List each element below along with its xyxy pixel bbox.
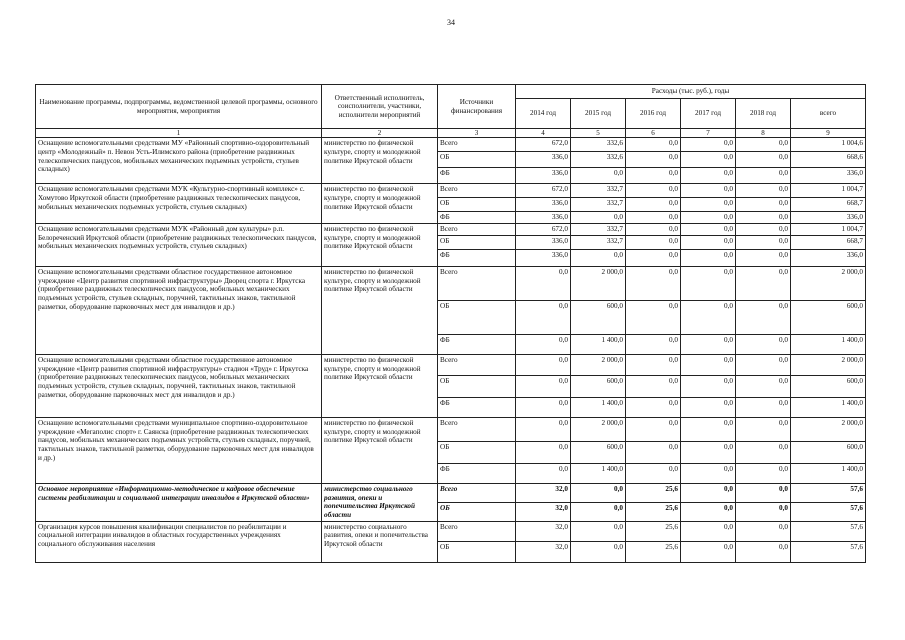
funding-source: Всего [438,355,516,376]
amount-year: 672,0 [516,184,571,198]
funding-source: ФБ [438,464,516,484]
funding-source: ФБ [438,212,516,224]
amount-year: 0,0 [736,521,791,541]
budget-table [35,84,866,563]
amount-total: 336,0 [791,168,866,184]
amount-year: 0,0 [736,250,791,267]
header-executor: Ответственный исполнитель, соисполнители, участники, исполнители мероприятий [322,85,438,129]
amount-year: 0,0 [681,301,736,335]
executor: министерство по физической культуре, спорту и молодежной политике Иркутской области [322,138,438,184]
amount-year: 0,0 [736,168,791,184]
funding-source: ОБ [438,541,516,562]
header-year: 2017 год [681,99,736,129]
amount-total: 57,6 [791,484,866,503]
amount-year: 0,0 [736,484,791,503]
column-number: 4 [516,129,571,138]
activity-name: Оснащение вспомогательными средствами МУК «Районный дом культуры» р.п. Белореченский Иркутской области (приобретение раздвижных телескопических пандусов, мобильных механических подъемных устройств, стульев складных) [36,224,322,267]
amount-year: 0,0 [516,442,571,464]
amount-year: 0,0 [626,138,681,152]
amount-year: 0,0 [736,301,791,335]
amount-year: 0,0 [736,541,791,562]
amount-total: 1 004,7 [791,224,866,236]
activity-name: Оснащение вспомогательными средствами областное государственное автономное учреждение «Центр развития спортивной инфраструктуры» стадион «Труд» г. Иркутска (приобретение раздвижных телескопических пандусов, мобильных механических подъемных устройств, стульев складных, поручней, тактильных знаков, тактильной разметки, оборудование парковочных мест для инвалидов и др.) [36,355,322,418]
amount-year: 0,0 [626,376,681,398]
funding-source: Всего [438,224,516,236]
amount-total: 2 000,0 [791,418,866,442]
funding-source: Всего [438,418,516,442]
executor: министерство по физической культуре, спорту и молодежной политике Иркутской области [322,267,438,355]
funding-source: ОБ [438,198,516,212]
amount-total: 2 000,0 [791,267,866,301]
amount-year: 0,0 [626,398,681,418]
header-name: Наименование программы, подпрограммы, ведомственной целевой программы, основного мероприятия, мероприятия [36,85,322,129]
funding-source: ФБ [438,250,516,267]
amount-year: 0,0 [626,168,681,184]
funding-source: Всего [438,484,516,503]
amount-year: 0,0 [681,198,736,212]
amount-year: 0,0 [681,250,736,267]
amount-year: 25,6 [626,484,681,503]
amount-year: 0,0 [736,198,791,212]
amount-year: 0,0 [736,138,791,152]
amount-year: 0,0 [681,355,736,376]
amount-year: 672,0 [516,138,571,152]
amount-year: 25,6 [626,521,681,541]
amount-year: 0,0 [516,335,571,355]
amount-year: 0,0 [736,267,791,301]
amount-total: 1 400,0 [791,398,866,418]
amount-year: 0,0 [736,355,791,376]
funding-source: ОБ [438,376,516,398]
activity-name: Основное мероприятие «Информационно-методическое и кадровое обеспечение системы реабилитации и социальной интеграции инвалидов в Иркутской области» [36,484,322,522]
amount-year: 0,0 [626,442,681,464]
amount-year: 332,6 [571,138,626,152]
amount-year: 0,0 [571,212,626,224]
amount-year: 32,0 [516,521,571,541]
amount-total: 57,6 [791,521,866,541]
amount-year: 1 400,0 [571,335,626,355]
amount-year: 336,0 [516,250,571,267]
amount-year: 600,0 [571,442,626,464]
amount-year: 0,0 [681,267,736,301]
amount-year: 32,0 [516,484,571,503]
amount-year: 336,0 [516,168,571,184]
header-sources: Источники финансирования [438,85,516,129]
amount-total: 57,6 [791,502,866,521]
column-number: 9 [791,129,866,138]
amount-total: 668,7 [791,236,866,250]
header-expenses: Расходы (тыс. руб.), годы [516,85,866,99]
amount-year: 0,0 [681,212,736,224]
executor: министерство по физической культуре, спорту и молодежной политике Иркутской области [322,224,438,267]
amount-year: 600,0 [571,376,626,398]
column-number: 7 [681,129,736,138]
amount-year: 2 000,0 [571,418,626,442]
header-year: 2014 год [516,99,571,129]
amount-year: 0,0 [626,184,681,198]
funding-source: ОБ [438,502,516,521]
funding-source: ОБ [438,442,516,464]
amount-year: 0,0 [626,212,681,224]
column-number: 3 [438,129,516,138]
amount-year: 0,0 [736,442,791,464]
amount-year: 0,0 [736,236,791,250]
amount-year: 0,0 [626,464,681,484]
table-row [36,418,866,442]
amount-year: 600,0 [571,301,626,335]
amount-total: 336,0 [791,250,866,267]
activity-name: Оснащение вспомогательными средствами муниципальное спортивно-оздоровительное учреждение «Мегаполис спорт» г. Саянска (приобретение раздвижных телескопических пандусов, мобильных механических подъемных устройств, стульев складных, поручней, тактильных знаков, тактильной разметки, оборудование парковочных мест для инвалидов и др.) [36,418,322,484]
amount-year: 336,0 [516,236,571,250]
table-row [36,267,866,301]
activity-name: Организация курсов повышения квалификации специалистов по реабилитации и социальной интеграции инвалидов в областных государственных учреждениях социального обслуживания населения [36,521,322,562]
amount-year: 0,0 [626,236,681,250]
amount-year: 0,0 [626,335,681,355]
funding-source: Всего [438,184,516,198]
table-row [36,355,866,376]
amount-total: 600,0 [791,442,866,464]
funding-source: ОБ [438,301,516,335]
page-number: 34 [447,18,455,27]
amount-total: 1 400,0 [791,335,866,355]
table-row [36,224,866,236]
amount-total: 1 400,0 [791,464,866,484]
amount-total: 2 000,0 [791,355,866,376]
amount-year: 0,0 [626,355,681,376]
amount-year: 0,0 [681,502,736,521]
table-row [36,484,866,503]
amount-year: 0,0 [736,398,791,418]
amount-year: 0,0 [516,301,571,335]
amount-year: 25,6 [626,541,681,562]
amount-year: 672,0 [516,224,571,236]
amount-year: 0,0 [516,267,571,301]
amount-year: 336,0 [516,152,571,168]
executor: министерство по физической культуре, спорту и молодежной политике Иркутской области [322,418,438,484]
amount-year: 332,7 [571,236,626,250]
amount-year: 0,0 [736,376,791,398]
amount-year: 0,0 [681,521,736,541]
amount-year: 0,0 [516,464,571,484]
column-number: 6 [626,129,681,138]
amount-year: 0,0 [571,484,626,503]
header-year: 2016 год [626,99,681,129]
amount-year: 1 400,0 [571,464,626,484]
amount-year: 1 400,0 [571,398,626,418]
amount-year: 336,0 [516,212,571,224]
amount-year: 0,0 [571,541,626,562]
column-number: 1 [36,129,322,138]
amount-year: 0,0 [681,541,736,562]
amount-year: 0,0 [736,464,791,484]
amount-year: 0,0 [626,301,681,335]
amount-total: 668,6 [791,152,866,168]
executor: министерство социального развития, опеки и попечительства Иркутской области [322,521,438,562]
amount-year: 0,0 [681,464,736,484]
amount-year: 0,0 [736,335,791,355]
amount-year: 0,0 [516,398,571,418]
amount-year: 0,0 [681,138,736,152]
activity-name: Оснащение вспомогательными средствами МУК «Культурно-спортивный комплекс» с. Хомутово Иркутской области (приобретение раздвижных телескопических пандусов, мобильных механических подъемных устройств, стульев складных) [36,184,322,224]
funding-source: Всего [438,521,516,541]
amount-year: 0,0 [681,152,736,168]
amount-year: 0,0 [571,250,626,267]
amount-year: 0,0 [626,198,681,212]
amount-year: 332,7 [571,198,626,212]
amount-year: 0,0 [571,521,626,541]
amount-year: 0,0 [626,418,681,442]
activity-name: Оснащение вспомогательными средствами областное государственное автономное учреждение «Центр развития спортивной инфраструктуры» Дворец спорта г. Иркутска (приобретение раздвижных телескопических пандусов, мобильных механических подъемных устройств, стульев складных, поручней, тактильных знаков, тактильной разметки, оборудование парковочных мест для инвалидов и др.) [36,267,322,355]
amount-year: 0,0 [571,502,626,521]
amount-year: 0,0 [736,212,791,224]
amount-year: 2 000,0 [571,267,626,301]
amount-year: 25,6 [626,502,681,521]
amount-year: 0,0 [736,224,791,236]
amount-total: 336,0 [791,212,866,224]
amount-year: 0,0 [681,184,736,198]
amount-year: 0,0 [626,152,681,168]
amount-year: 0,0 [681,418,736,442]
header-year: 2015 год [571,99,626,129]
amount-year: 2 000,0 [571,355,626,376]
amount-year: 32,0 [516,541,571,562]
amount-total: 57,6 [791,541,866,562]
amount-total: 600,0 [791,376,866,398]
amount-year: 332,6 [571,152,626,168]
column-number: 8 [736,129,791,138]
amount-year: 0,0 [516,355,571,376]
amount-year: 0,0 [681,168,736,184]
activity-name: Оснащение вспомогательными средствами МУ «Районный спортивно-оздоровительный центр «Молодежный» п. Невон Усть-Илимского района (приобретение раздвижных телескопических пандусов, мобильных механических подъемных устройств, стульев складных) [36,138,322,184]
amount-year: 0,0 [681,484,736,503]
amount-year: 0,0 [681,335,736,355]
amount-total: 1 004,6 [791,138,866,152]
column-number: 2 [322,129,438,138]
funding-source: ОБ [438,236,516,250]
amount-year: 332,7 [571,224,626,236]
header-year: 2018 год [736,99,791,129]
amount-year: 0,0 [626,267,681,301]
amount-year: 32,0 [516,502,571,521]
amount-total: 600,0 [791,301,866,335]
funding-source: ФБ [438,398,516,418]
amount-year: 0,0 [626,224,681,236]
header-total: всего [791,99,866,129]
amount-year: 0,0 [626,250,681,267]
amount-total: 668,7 [791,198,866,212]
table-row [36,184,866,198]
amount-year: 0,0 [516,376,571,398]
amount-total: 1 004,7 [791,184,866,198]
amount-year: 0,0 [736,502,791,521]
amount-year: 0,0 [736,152,791,168]
column-number: 5 [571,129,626,138]
funding-source: ФБ [438,168,516,184]
amount-year: 0,0 [681,376,736,398]
amount-year: 0,0 [736,184,791,198]
amount-year: 0,0 [516,418,571,442]
funding-source: Всего [438,138,516,152]
executor: министерство по физической культуре, спорту и молодежной политике Иркутской области [322,184,438,224]
executor: министерство социального развития, опеки и попечительства Иркутской области [322,484,438,522]
amount-year: 0,0 [571,168,626,184]
amount-year: 0,0 [681,224,736,236]
column-numbers-row [36,129,866,138]
amount-year: 0,0 [736,418,791,442]
amount-year: 336,0 [516,198,571,212]
table-row [36,521,866,541]
amount-year: 0,0 [681,442,736,464]
amount-year: 332,7 [571,184,626,198]
executor: министерство по физической культуре, спорту и молодежной политике Иркутской области [322,355,438,418]
table-row [36,138,866,152]
funding-source: Всего [438,267,516,301]
funding-source: ФБ [438,335,516,355]
funding-source: ОБ [438,152,516,168]
amount-year: 0,0 [681,398,736,418]
amount-year: 0,0 [681,236,736,250]
